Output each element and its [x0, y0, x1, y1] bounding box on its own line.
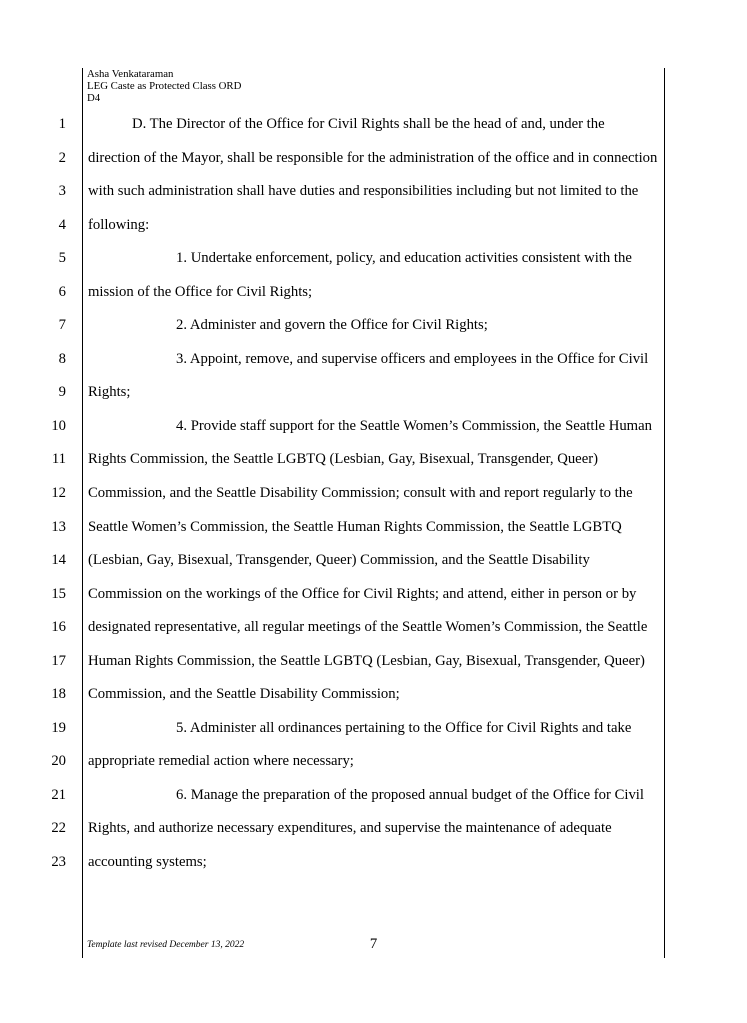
- line-number: 9: [58, 384, 66, 401]
- line-text: 2. Administer and govern the Office for Civil Rights;: [176, 317, 488, 334]
- line-number: 23: [51, 854, 66, 871]
- document-line: [0, 209, 747, 243]
- line-number: 16: [51, 619, 66, 636]
- line-number: 21: [51, 786, 66, 803]
- line-text: Rights;: [88, 384, 131, 401]
- document-line: [0, 477, 747, 511]
- line-number: 8: [58, 350, 66, 367]
- document-line: [0, 175, 747, 209]
- line-text: Commission, and the Seattle Disability Commission; consult with and report regularly to the: [88, 485, 633, 502]
- line-text: Rights Commission, the Seattle LGBTQ (Lesbian, Gay, Bisexual, Transgender, Queer): [88, 451, 599, 468]
- line-number: 15: [51, 585, 66, 602]
- page-number: 7: [369, 936, 378, 952]
- line-number: 3: [58, 183, 66, 200]
- line-text: 3. Appoint, remove, and supervise officers and employees in the Office for Civil: [176, 350, 649, 367]
- document-line: [0, 678, 747, 712]
- document-line: [0, 309, 747, 343]
- line-number: 1: [58, 116, 66, 132]
- line-number: 13: [51, 518, 66, 535]
- header-district-line: D4: [87, 91, 101, 104]
- document-line: [0, 511, 747, 545]
- document-line: [0, 745, 747, 779]
- line-text: Commission, and the Seattle Disability Commission;: [88, 686, 400, 703]
- line-text: with such administration shall have duties and responsibilities including but not limited to the: [88, 183, 639, 200]
- line-text: mission of the Office for Civil Rights;: [88, 283, 313, 300]
- line-number: 12: [51, 485, 66, 502]
- line-text: (Lesbian, Gay, Bisexual, Transgender, Queer) Commission, and the Seattle Disability: [88, 552, 590, 569]
- document-line: [0, 108, 747, 142]
- line-text: Seattle Women’s Commission, the Seattle Human Rights Commission, the Seattle LGBTQ: [88, 518, 622, 535]
- line-text: Rights, and authorize necessary expenditures, and supervise the maintenance of adequate: [88, 820, 612, 837]
- line-rows: [0, 108, 747, 880]
- document-line: [0, 611, 747, 645]
- header-title-line: LEG Caste as Protected Class ORD: [87, 79, 242, 92]
- document-header: [87, 69, 241, 104]
- line-number: 17: [51, 652, 66, 669]
- line-text: 6. Manage the preparation of the proposed annual budget of the Office for Civil: [176, 786, 644, 803]
- line-number: 22: [51, 820, 66, 837]
- line-number: 7: [58, 317, 66, 334]
- line-text: 1. Undertake enforcement, policy, and education activities consistent with the: [176, 250, 632, 267]
- line-number: 19: [51, 719, 66, 736]
- line-number: 10: [51, 417, 66, 434]
- document-line: [0, 812, 747, 846]
- document-line: [0, 343, 747, 377]
- document-line: [0, 376, 747, 410]
- line-text: designated representative, all regular meetings of the Seattle Women’s Commission, the Seattle: [88, 619, 648, 636]
- document-line: [0, 276, 747, 310]
- document-line: [0, 242, 747, 276]
- document-line: [0, 410, 747, 444]
- line-text: 5. Administer all ordinances pertaining to the Office for Civil Rights and take: [176, 719, 632, 736]
- header-author-line: Asha Venkataraman: [87, 68, 174, 80]
- line-number: 18: [51, 686, 66, 703]
- line-text: following:: [88, 216, 150, 233]
- line-text: accounting systems;: [88, 854, 207, 871]
- document-line: [0, 578, 747, 612]
- document-line: [0, 142, 747, 176]
- document-line: [0, 443, 747, 477]
- line-number: 14: [51, 552, 66, 569]
- line-number: 5: [58, 250, 66, 267]
- document-line: [0, 779, 747, 813]
- line-text: 4. Provide staff support for the Seattle Women’s Commission, the Seattle Human: [176, 417, 652, 434]
- line-text: appropriate remedial action where necessary;: [88, 753, 354, 770]
- line-number: 11: [51, 451, 66, 468]
- line-number: 4: [58, 216, 66, 233]
- line-number: 2: [58, 149, 66, 166]
- line-text: direction of the Mayor, shall be responsible for the administration of the office and in connection: [88, 149, 658, 166]
- line-text: Human Rights Commission, the Seattle LGBTQ (Lesbian, Gay, Bisexual, Transgender, Queer): [88, 652, 645, 669]
- document-line: [0, 712, 747, 746]
- document-line: [0, 846, 747, 880]
- line-text: D. The Director of the Office for Civil Rights shall be the head of and, under the: [132, 116, 605, 132]
- line-number: 20: [51, 753, 66, 770]
- document-line: [0, 544, 747, 578]
- footer-template-note: Template last revised December 13, 2022: [87, 940, 245, 950]
- line-number: 6: [58, 283, 66, 300]
- document-line: [0, 645, 747, 679]
- line-text: Commission on the workings of the Office for Civil Rights; and attend, either in person or by: [88, 585, 637, 602]
